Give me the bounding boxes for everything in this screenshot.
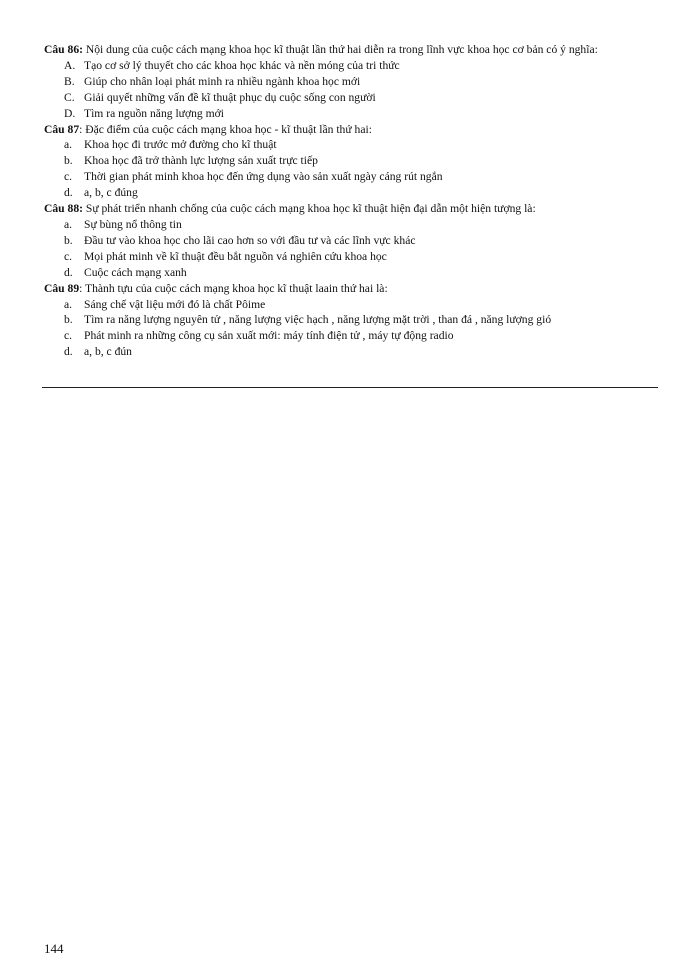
option-text: Khoa học đi trước mở đường cho kĩ thuật	[84, 138, 277, 152]
option-text: Giúp cho nhân loại phát minh ra nhiều ngành khoa học mới	[84, 74, 361, 88]
option-letter: d.	[64, 345, 73, 359]
option-text: Khoa học đã trở thành lực lượng sản xuất trực tiếp	[84, 154, 318, 168]
question-list	[44, 42, 660, 360]
question-text: Nội dung của cuộc cách mạng khoa học kĩ thuật lần thứ hai diễn ra trong lĩnh vực khoa học cơ bản có ý nghĩa:	[82, 43, 598, 56]
option-letter: a.	[64, 297, 73, 311]
option-letter: d.	[64, 186, 73, 200]
question-stem	[44, 42, 660, 58]
option-letter: c.	[64, 249, 73, 263]
option-text: a, b, c đúng	[84, 186, 138, 200]
option-text: Tìm ra nguồn năng lượng mới	[84, 106, 224, 120]
option-letter: A.	[64, 58, 76, 72]
answer-option	[44, 297, 660, 313]
option-letter: c.	[64, 329, 73, 343]
question-87	[44, 122, 660, 202]
option-letter: C.	[64, 90, 75, 104]
page-number: 144	[44, 941, 64, 956]
answer-option	[44, 328, 660, 344]
option-letter: D.	[64, 106, 76, 120]
option-text: Tạo cơ sở lý thuyết cho các khoa học khác và nền móng của tri thức	[84, 58, 400, 72]
option-letter: b.	[64, 233, 73, 247]
question-text: : Thành tựu của cuộc cách mạng khoa học kĩ thuật laain thứ hai là:	[79, 281, 388, 295]
option-text: Đầu tư vào khoa học cho lãi cao hơn so với đầu tư và các lĩnh vực khác	[84, 233, 416, 247]
question-number: Câu 89	[44, 281, 80, 295]
option-text: Sự bùng nổ thông tin	[84, 217, 182, 231]
question-stem	[44, 281, 660, 297]
answer-option	[44, 153, 660, 169]
answer-option	[44, 312, 660, 328]
answer-option	[44, 185, 660, 201]
option-letter: a.	[64, 217, 73, 231]
answer-option	[44, 137, 660, 153]
answer-option	[44, 217, 660, 233]
option-text: Tìm ra năng lượng nguyên tử , năng lượng việc hạch , năng lượng mặt trời , than đá , năng lượng gió	[84, 313, 552, 327]
option-letter: b.	[64, 313, 73, 327]
answer-option	[44, 58, 660, 74]
option-text: Mọi phát minh về kĩ thuật đều bắt nguồn vá nghiên cứu khoa học	[84, 249, 387, 263]
option-letter: d.	[64, 265, 73, 279]
question-86	[44, 42, 660, 122]
option-text: a, b, c đún	[84, 345, 132, 359]
option-text: Giải quyết những vấn đề kĩ thuật phục dụ cuộc sống con người	[84, 90, 376, 104]
question-number: Câu 87	[44, 122, 80, 136]
option-text: Thời gian phát minh khoa học đến ứng dụng vào sản xuất ngày cáng rút ngắn	[84, 170, 443, 184]
answer-option	[44, 344, 660, 360]
answer-option	[44, 106, 660, 122]
question-text: : Đặc điểm của cuộc cách mạng khoa học - kĩ thuật lần thứ hai:	[79, 122, 372, 136]
answer-option	[44, 249, 660, 265]
answer-option	[44, 265, 660, 281]
question-number: Câu 88:	[44, 202, 83, 216]
question-number: Câu 86:	[44, 43, 83, 56]
option-letter: c.	[64, 170, 73, 184]
option-text: Cuộc cách mạng xanh	[84, 265, 187, 279]
section-divider	[42, 387, 658, 388]
option-text: Sáng chế vật liệu mới đó là chất Pôime	[84, 297, 266, 311]
option-letter: a.	[64, 138, 73, 152]
option-text: Phát minh ra những công cụ sản xuất mới: máy tính điện tử , máy tự động radio	[84, 329, 454, 343]
question-89	[44, 281, 660, 361]
question-stem	[44, 201, 660, 217]
question-88	[44, 201, 660, 281]
question-stem	[44, 122, 660, 138]
option-letter: b.	[64, 154, 73, 168]
answer-option	[44, 90, 660, 106]
question-text: Sự phát triển nhanh chống của cuộc cách mạng khoa học kĩ thuật hiện đại dẫn một hiện tượng là:	[82, 202, 536, 216]
answer-option	[44, 169, 660, 185]
answer-option	[44, 233, 660, 249]
option-letter: B.	[64, 74, 75, 88]
answer-option	[44, 74, 660, 90]
